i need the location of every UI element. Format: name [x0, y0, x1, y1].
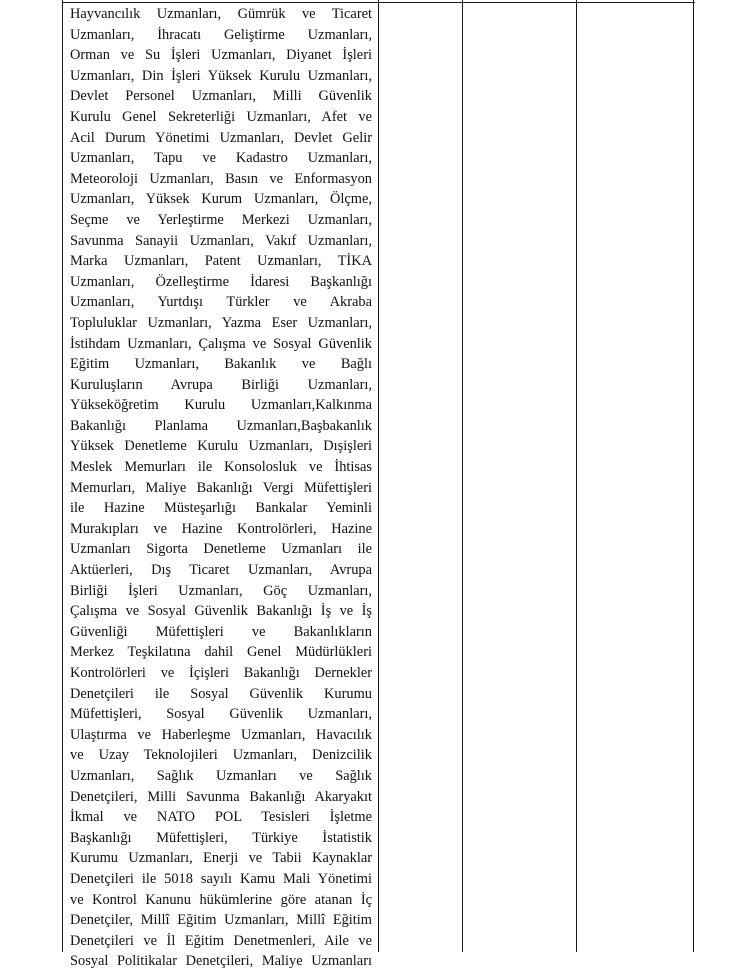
text-line: Güvenliği Müfettişleri ve Bakanlıkların: [70, 623, 372, 640]
text-line: Başkanlığı Müfettişleri, Türkiye İstatistik: [70, 829, 372, 846]
text-line: Kurulu Genel Sekreterliği Uzmanları, Afet ve: [70, 108, 372, 125]
text-line: Denetçileri ile 5018 sayılı Kamu Mali Yönetimi: [70, 870, 372, 887]
text-line: Merkez Teşkilatına dahil Genel Müdürlükleri: [70, 644, 372, 661]
column-divider-1: [378, 0, 379, 952]
text-line: Uzmanları, Yurtdışı Türkler ve Akraba: [70, 294, 372, 311]
text-line: İstihdam Uzmanları, Çalışma ve Sosyal Güvenlik: [70, 335, 372, 352]
text-line: Birliği İşleri Uzmanları, Göç Uzmanları,: [70, 582, 372, 599]
text-line: Devlet Personel Uzmanları, Milli Güvenlik: [70, 88, 372, 105]
text-line: Murakıpları ve Hazine Kontrolörleri, Hazine: [70, 520, 372, 537]
text-line: Uzmanları, Özelleştirme İdaresi Başkanlığı: [70, 273, 372, 290]
table-cell-text: [70, 4, 372, 972]
text-line: Uzmanları, Din İşleri Yüksek Kurulu Uzmanları,: [70, 67, 372, 84]
text-line: Marka Uzmanları, Patent Uzmanları, TİKA: [70, 253, 372, 270]
text-line: Seçme ve Yerleştirme Merkezi Uzmanları,: [70, 211, 372, 228]
text-line: ve Kontrol Kanunu hükümlerine göre atanan İç: [70, 891, 372, 908]
text-line: Topluluklar Uzmanları, Yazma Eser Uzmanları,: [70, 314, 372, 331]
text-line: Memurları, Maliye Bakanlığı Vergi Müfettişleri: [70, 479, 372, 496]
text-line: Meslek Memurları ile Konsolosluk ve İhtisas: [70, 459, 372, 476]
table-right-border: [693, 0, 694, 952]
text-line: Hayvancılık Uzmanları, Gümrük ve Ticaret: [70, 6, 372, 22]
text-line: Acil Durum Yönetimi Uzmanları, Devlet Gelir: [70, 129, 372, 146]
column-divider-2: [462, 0, 463, 952]
text-line: Çalışma ve Sosyal Güvenlik Bakanlığı İş ve İş: [70, 603, 372, 620]
text-line: Bakanlığı Planlama Uzmanları,Başbakanlık: [70, 417, 372, 434]
text-line: Uzmanları, İhracatı Geliştirme Uzmanları,: [70, 26, 372, 43]
text-line: Denetçiler, Millî Eğitim Uzmanları, Millî Eğitim: [70, 912, 372, 929]
text-line: Yükseköğretim Kurulu Uzmanları,Kalkınma: [70, 397, 372, 414]
text-line: Yüksek Denetleme Kurulu Uzmanları, Dışişleri: [70, 438, 372, 455]
text-line: Kurumu Uzmanları, Enerji ve Tabii Kaynaklar: [70, 850, 372, 867]
text-line: Aktüerleri, Dış Ticaret Uzmanları, Avrupa: [70, 562, 372, 579]
text-line: Uzmanları, Sağlık Uzmanları ve Sağlık: [70, 767, 372, 784]
text-line: Uzmanları Sigorta Denetleme Uzmanları ile: [70, 541, 372, 558]
text-line: Uzmanları, Yüksek Kurum Uzmanları, Ölçme,: [70, 191, 372, 208]
text-line: Denetçileri, Milli Savunma Bakanlığı Akaryakıt: [70, 788, 372, 805]
text-line: ile Hazine Müsteşarlığı Bankalar Yeminli: [70, 500, 372, 517]
table-left-border: [62, 0, 63, 952]
text-line: ve Uzay Teknolojileri Uzmanları, Denizcilik: [70, 747, 372, 764]
text-line: Savunma Sanayii Uzmanları, Vakıf Uzmanları,: [70, 232, 372, 249]
text-line: Kuruluşların Avrupa Birliği Uzmanları,: [70, 376, 372, 393]
text-line: Ulaştırma ve Haberleşme Uzmanları, Havacılık: [70, 726, 372, 743]
text-line: Uzmanları, Tapu ve Kadastro Uzmanları,: [70, 150, 372, 167]
text-line: Sosyal Politikalar Denetçileri, Maliye Uzmanları: [70, 953, 372, 970]
text-line: Orman ve Su İşleri Uzmanları, Diyanet İşleri: [70, 47, 372, 64]
text-line: Müfettişleri, Sosyal Güvenlik Uzmanları,: [70, 706, 372, 723]
text-line: Eğitim Uzmanları, Bakanlık ve Bağlı: [70, 356, 372, 373]
text-line: Denetçileri ile Sosyal Güvenlik Kurumu: [70, 685, 372, 702]
column-divider-3: [576, 0, 577, 952]
text-line: Kontrolörleri ve İçişleri Bakanlığı Dernekler: [70, 665, 372, 681]
text-line: Denetçileri ve İl Eğitim Denetmenleri, Aile ve: [70, 932, 372, 949]
text-line: İkmal ve NATO POL Tesisleri İşletme: [70, 809, 372, 826]
text-line: Meteoroloji Uzmanları, Basın ve Enformasyon: [70, 170, 372, 187]
